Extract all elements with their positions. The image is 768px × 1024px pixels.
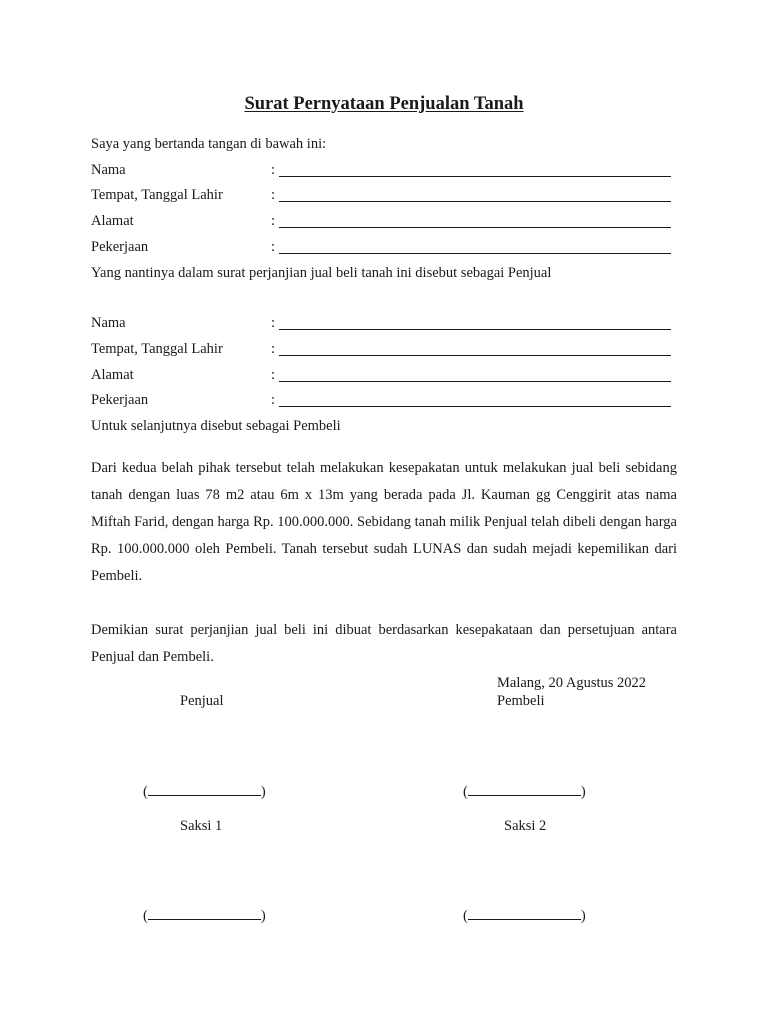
buyer-address-blank[interactable] [279,381,671,382]
witness1-signature-line[interactable] [143,906,266,925]
paren-open: ( [143,784,148,800]
buyer-job-colon: : [271,392,276,408]
seller-birth-blank[interactable] [279,201,671,202]
witness1-label: Saksi 1 [180,818,223,834]
intro-text: Saya yang bertanda tangan di bawah ini: [91,136,327,152]
witness2-signature-line[interactable] [463,906,586,925]
buyer-address-colon: : [271,367,276,383]
signature-blank [468,782,581,796]
paren-close: ) [580,908,586,924]
buyer-birth-colon: : [271,341,276,357]
seller-birth-label: Tempat, Tanggal Lahir [91,187,223,203]
buyer-closing-text: Untuk selanjutnya disebut sebagai Pembeli [91,418,341,434]
buyer-name-colon: : [271,315,276,331]
buyer-birth-blank[interactable] [279,355,671,356]
closing-paragraph: Demikian surat perjanjian jual beli ini dibuat berdasarkan kesepakataan dan persetujuan antara Penjual dan Pembeli. [91,622,677,665]
signature-blank [148,782,261,796]
document-title: Surat Pernyataan Penjualan Tanah [244,94,524,114]
buyer-signature-line[interactable] [463,782,586,801]
signature-blank [148,906,261,920]
buyer-job-blank[interactable] [279,406,671,407]
paren-close: ) [260,784,266,800]
place-date: Malang, 20 Agustus 2022 [497,675,647,691]
paren-open: ( [143,908,148,924]
seller-address-blank[interactable] [279,227,671,228]
paren-close: ) [260,908,266,924]
seller-name-colon: : [271,162,276,178]
agreement-paragraph: Dari kedua belah pihak tersebut telah melakukan kesepakatan untuk melakukan jual beli sebidang tanah dengan luas 78 m2 atau 6m x 13m yang berada pada Jl. Kauman gg Cenggirit atas nama Miftah Farid, dengan harga Rp. 100.000.000. Sebidang tanah milik Penjual telah dibeli dengan harga Rp. 100.000.000 oleh Pembeli. Tanah tersebut sudah LUNAS dan sudah mejadi kepemilikan dari Pembeli. [91,460,677,584]
seller-job-blank[interactable] [279,253,671,254]
seller-name-label: Nama [91,162,126,178]
seller-closing-text: Yang nantinya dalam surat perjanjian jual beli tanah ini disebut sebagai Penjual [91,265,552,281]
seller-name-blank[interactable] [279,176,671,177]
seller-signature-label: Penjual [180,693,224,709]
seller-signature-line[interactable] [143,782,266,801]
paren-open: ( [463,784,468,800]
buyer-job-label: Pekerjaan [91,392,149,408]
buyer-address-label: Alamat [91,367,134,383]
seller-address-colon: : [271,213,276,229]
seller-job-colon: : [271,239,276,255]
paren-open: ( [463,908,468,924]
seller-address-label: Alamat [91,213,134,229]
buyer-name-blank[interactable] [279,329,671,330]
seller-birth-colon: : [271,187,276,203]
signature-blank [468,906,581,920]
witness2-label: Saksi 2 [504,818,547,834]
buyer-signature-label: Pembeli [497,693,545,709]
seller-job-label: Pekerjaan [91,239,149,255]
paren-close: ) [580,784,586,800]
buyer-name-label: Nama [91,315,126,331]
buyer-birth-label: Tempat, Tanggal Lahir [91,341,223,357]
